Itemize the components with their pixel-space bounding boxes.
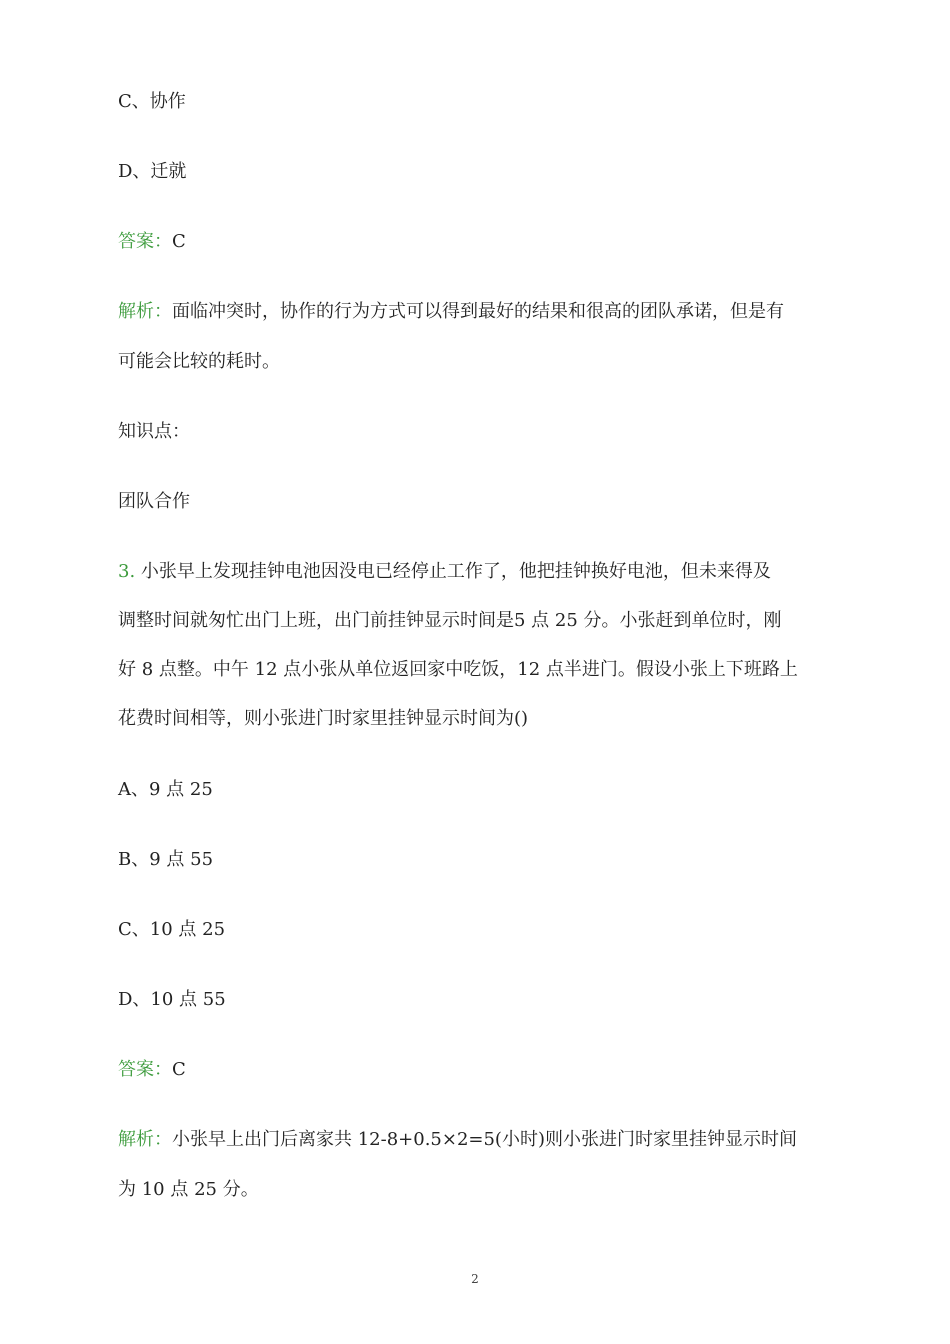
q3-question-line2: 调整时间就匆忙出门上班，出门前挂钟显示时间是5 点 25 分。小张赶到单位时，刚 bbox=[118, 610, 782, 631]
q3-option-b: B、9 点 55 bbox=[118, 849, 214, 870]
q3-analysis-label: 解析： bbox=[118, 1129, 172, 1150]
q3-analysis-line1 bbox=[118, 1128, 838, 1152]
q3-answer bbox=[118, 1058, 186, 1082]
q2-answer bbox=[118, 230, 186, 254]
q3-option-a: A、9 点 25 bbox=[118, 779, 213, 800]
q3-question-line3: 好 8 点整。中午 12 点小张从单位返回家中吃饭，12 点半进门。假设小张上下班路上 bbox=[118, 659, 798, 680]
q3-question-line4: 花费时间相等，则小张进门时家里挂钟显示时间为() bbox=[118, 708, 529, 729]
q2-analysis-text1: 面临冲突时，协作的行为方式可以得到最好的结果和很高的团队承诺，但是有 bbox=[172, 301, 784, 322]
q3-option-d: D、10 点 55 bbox=[118, 989, 226, 1010]
q2-analysis-label: 解析： bbox=[118, 301, 172, 322]
q3-question-text1: 小张早上发现挂钟电池因没电已经停止工作了，他把挂钟换好电池，但未来得及 bbox=[140, 561, 771, 582]
q2-answer-value: C bbox=[172, 231, 186, 252]
q3-question-line1 bbox=[118, 560, 838, 584]
page-number: 2 bbox=[471, 1272, 479, 1286]
q2-answer-label: 答案： bbox=[118, 231, 172, 252]
q3-analysis-line2: 为 10 点 25 分。 bbox=[118, 1179, 259, 1200]
q3-answer-value: C bbox=[172, 1059, 186, 1080]
q2-analysis-line2: 可能会比较的耗时。 bbox=[118, 351, 280, 372]
q3-option-c: C、10 点 25 bbox=[118, 919, 226, 940]
q2-option-c: C、协作 bbox=[118, 91, 186, 112]
q2-option-d: D、迁就 bbox=[118, 161, 187, 182]
q3-answer-label: 答案： bbox=[118, 1059, 172, 1080]
q2-knowledge-value: 团队合作 bbox=[118, 491, 190, 512]
q3-analysis-text1: 小张早上出门后离家共 12-8+0.5×2=5(小时)则小张进门时家里挂钟显示时间 bbox=[172, 1129, 797, 1150]
q2-analysis-line1 bbox=[118, 300, 838, 324]
q2-knowledge-label: 知识点： bbox=[118, 421, 190, 442]
q3-number: 3. bbox=[118, 561, 136, 582]
